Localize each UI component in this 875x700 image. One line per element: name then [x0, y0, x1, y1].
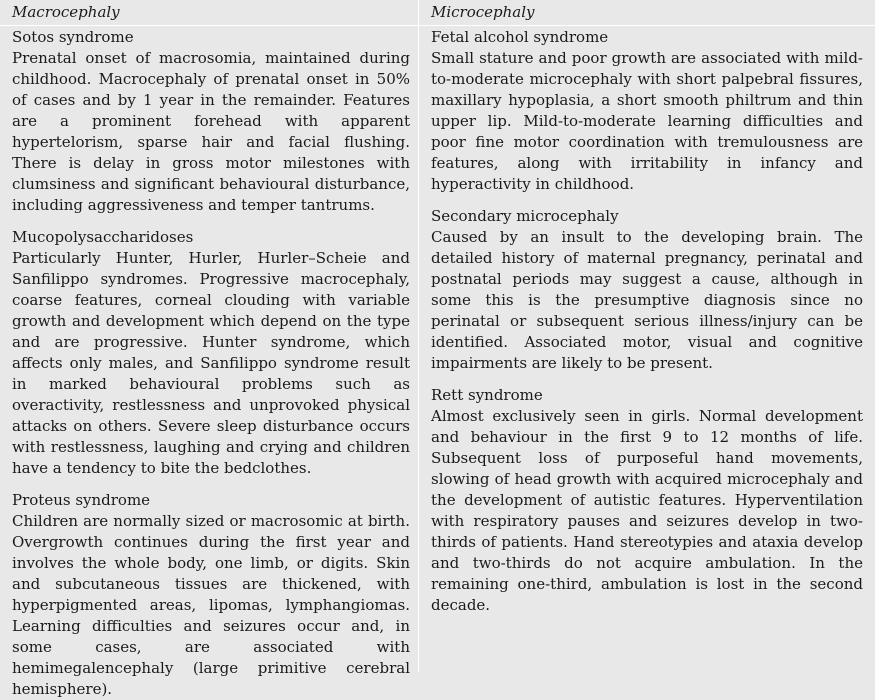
entry-body: Small stature and poor growth are associated with mild-to-moderate microcephaly with short palpebral fissures, maxillary hypoplasia, a short smooth philtrum and thin upper lip. Mild-to-moderate learning difficulties and poor fine motor coordination with tremulousness are features, along with irritability in infancy and hyperactivity in childhood. — [431, 49, 863, 193]
macrocephaly-header: Macrocephaly — [0, 0, 418, 26]
entry-body: Almost exclusively seen in girls. Normal development and behaviour in the first 9 to 12 months of life. Subsequent loss of purposeful hand movements, slowing of head growth with acquired microcephaly and the development of autistic features. Hyperventilation with respiratory pauses and seizures develop in two-thirds of patients. Hand stereotypies and ataxia develop and two-thirds do not acquire ambulation. In the remaining one-third, ambulation is lost in the second decade. — [431, 407, 863, 614]
entry-body: Caused by an insult to the developing brain. The detailed history of maternal pregnancy, perinatal and postnatal periods may suggest a cause, although in some this is the presumptive diagnosis since no perinatal or subsequent serious illness/injury can be identified. Associated motor, visual and cognitive impairments are likely to be present. — [431, 228, 863, 372]
entry-title: Secondary microcephaly — [431, 207, 619, 225]
entry-body: Children are normally sized or macrosomic at birth. Overgrowth continues during the first year and involves the whole body, one limb, or digits. Skin and subcutaneous tissues are thickened, with hyperpigmented areas, lipomas, lymphangiomas. Learning difficulties and seizures occur and, in some cases, are associated with hemimegalencephaly (large primitive cerebral hemisphere). — [12, 512, 410, 698]
entry-title: Rett syndrome — [431, 386, 543, 404]
entry-title: Fetal alcohol syndrome — [431, 28, 609, 46]
microcephaly-column — [418, 0, 875, 672]
entry-fetal-alcohol — [431, 27, 863, 195]
entry-title: Sotos syndrome — [12, 28, 134, 46]
entry-secondary-microcephaly — [431, 206, 863, 374]
entry-mucopolysaccharidoses — [12, 227, 410, 479]
entry-rett — [431, 385, 863, 616]
macrocephaly-column — [0, 0, 418, 698]
entry-proteus — [12, 490, 410, 700]
entry-body: Particularly Hunter, Hurler, Hurler–Scheie and Sanfilippo syndromes. Progressive macrocephaly, coarse features, corneal clouding with variable growth and development which depend on the type and are progressive. Hunter syndrome, which affects only males, and Sanfilippo syndrome result in marked behavioural problems such as overactivity, restlessness and unprovoked physical attacks on others. Severe sleep disturbance occurs with restlessness, laughing and crying and children have a tendency to bite the bedclothes. — [12, 249, 410, 477]
entry-title: Mucopolysaccharidoses — [12, 228, 194, 246]
entry-sotos — [12, 27, 410, 216]
entry-body: Prenatal onset of macrosomia, maintained during childhood. Macrocephaly of prenatal onset in 50% of cases and by 1 year in the remainder. Features are a prominent forehead with apparent hypertelorism, sparse hair and facial flushing. There is delay in gross motor milestones with clumsiness and significant behavioural disturbance, including aggressiveness and temper tantrums. — [12, 49, 410, 214]
microcephaly-header: Microcephaly — [419, 0, 875, 26]
entry-title: Proteus syndrome — [12, 491, 151, 509]
